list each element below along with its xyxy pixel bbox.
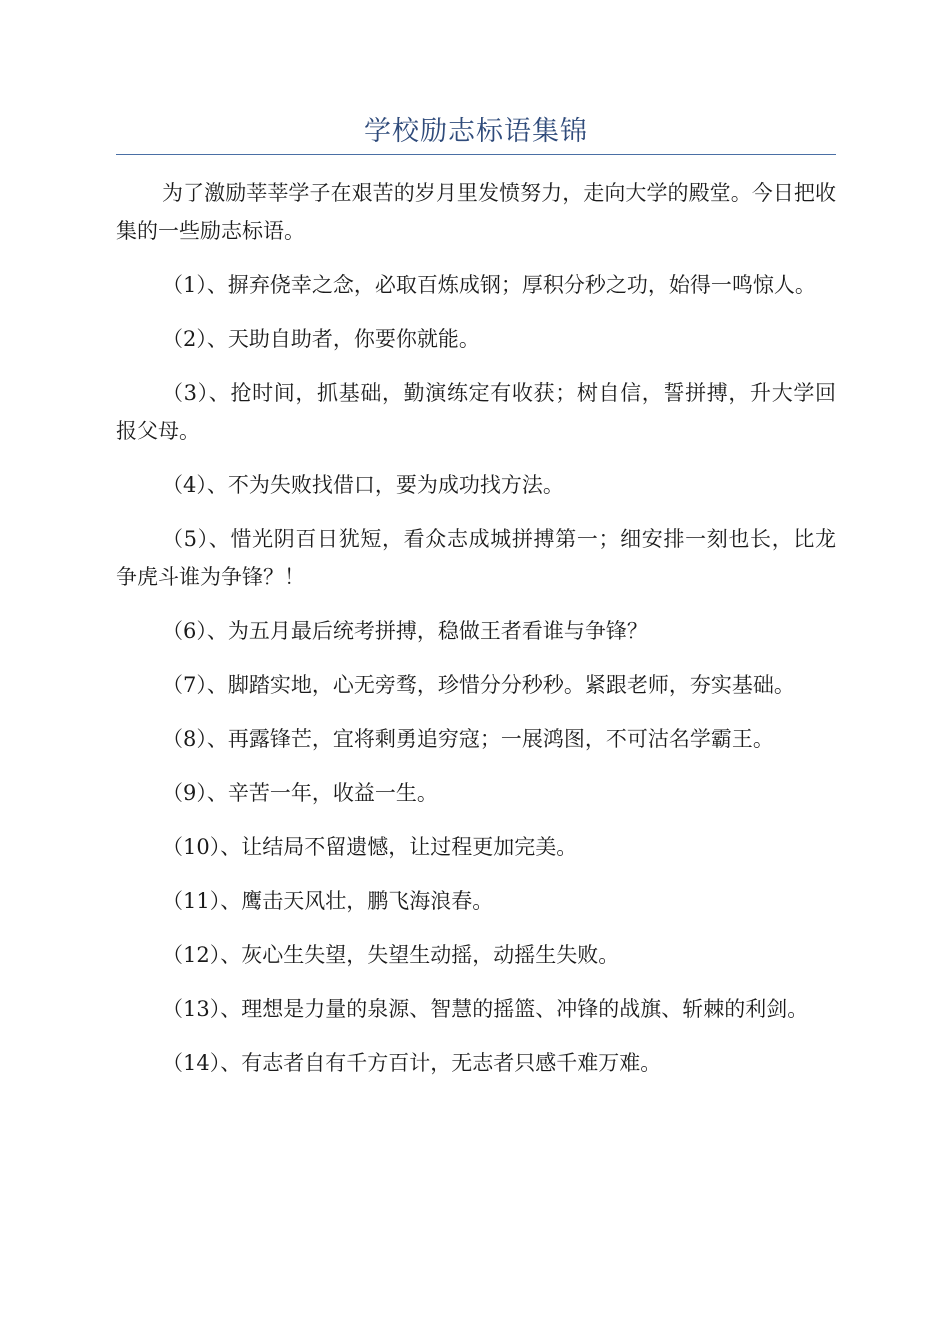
slogan-item: （9）、辛苦一年，收益一生。 (162, 781, 438, 805)
slogan-item: （6）、为五月最后统考拼搏，稳做王者看谁与争锋？ (162, 619, 648, 643)
document-title: 学校励志标语集锦 (364, 116, 588, 147)
slogan-item: （7）、脚踏实地，心无旁骛，珍惜分分秒秒。紧跟老师，夯实基础。 (162, 673, 795, 697)
slogan-item: （13）、理想是力量的泉源、智慧的摇篮、冲锋的战旗、斩棘的利剑。 (162, 997, 809, 1021)
slogan-item: （5）、惜光阴百日犹短，看众志成城拼搏第一；细安排一刻也长，比龙争虎斗谁为争锋？！ (116, 527, 836, 589)
title-underline (116, 154, 836, 155)
slogan-item: （11）、鹰击天风壮，鹏飞海浪春。 (162, 889, 494, 913)
document-body (116, 174, 836, 1098)
slogan-item: （10）、让结局不留遗憾，让过程更加完美。 (162, 835, 578, 859)
slogan-item: （3）、抢时间，抓基础，勤演练定有收获；树自信，誓拼搏，升大学回报父母。 (116, 381, 836, 443)
slogan-item: （4）、不为失败找借口，要为成功找方法。 (162, 473, 564, 497)
slogan-item: （8）、再露锋芒，宜将剩勇追穷寇；一展鸿图，不可沽名学霸王。 (162, 727, 774, 751)
intro-paragraph: 为了激励莘莘学子在艰苦的岁月里发愤努力，走向大学的殿堂。今日把收集的一些励志标语。 (116, 181, 836, 243)
slogan-item: （2）、天助自助者，你要你就能。 (162, 327, 480, 351)
slogan-item: （1）、摒弃侥幸之念，必取百炼成钢；厚积分秒之功，始得一鸣惊人。 (162, 273, 816, 297)
slogan-item: （12）、灰心生失望，失望生动摇，动摇生失败。 (162, 943, 620, 967)
slogan-item: （14）、有志者自有千方百计，无志者只感千难万难。 (162, 1051, 662, 1075)
